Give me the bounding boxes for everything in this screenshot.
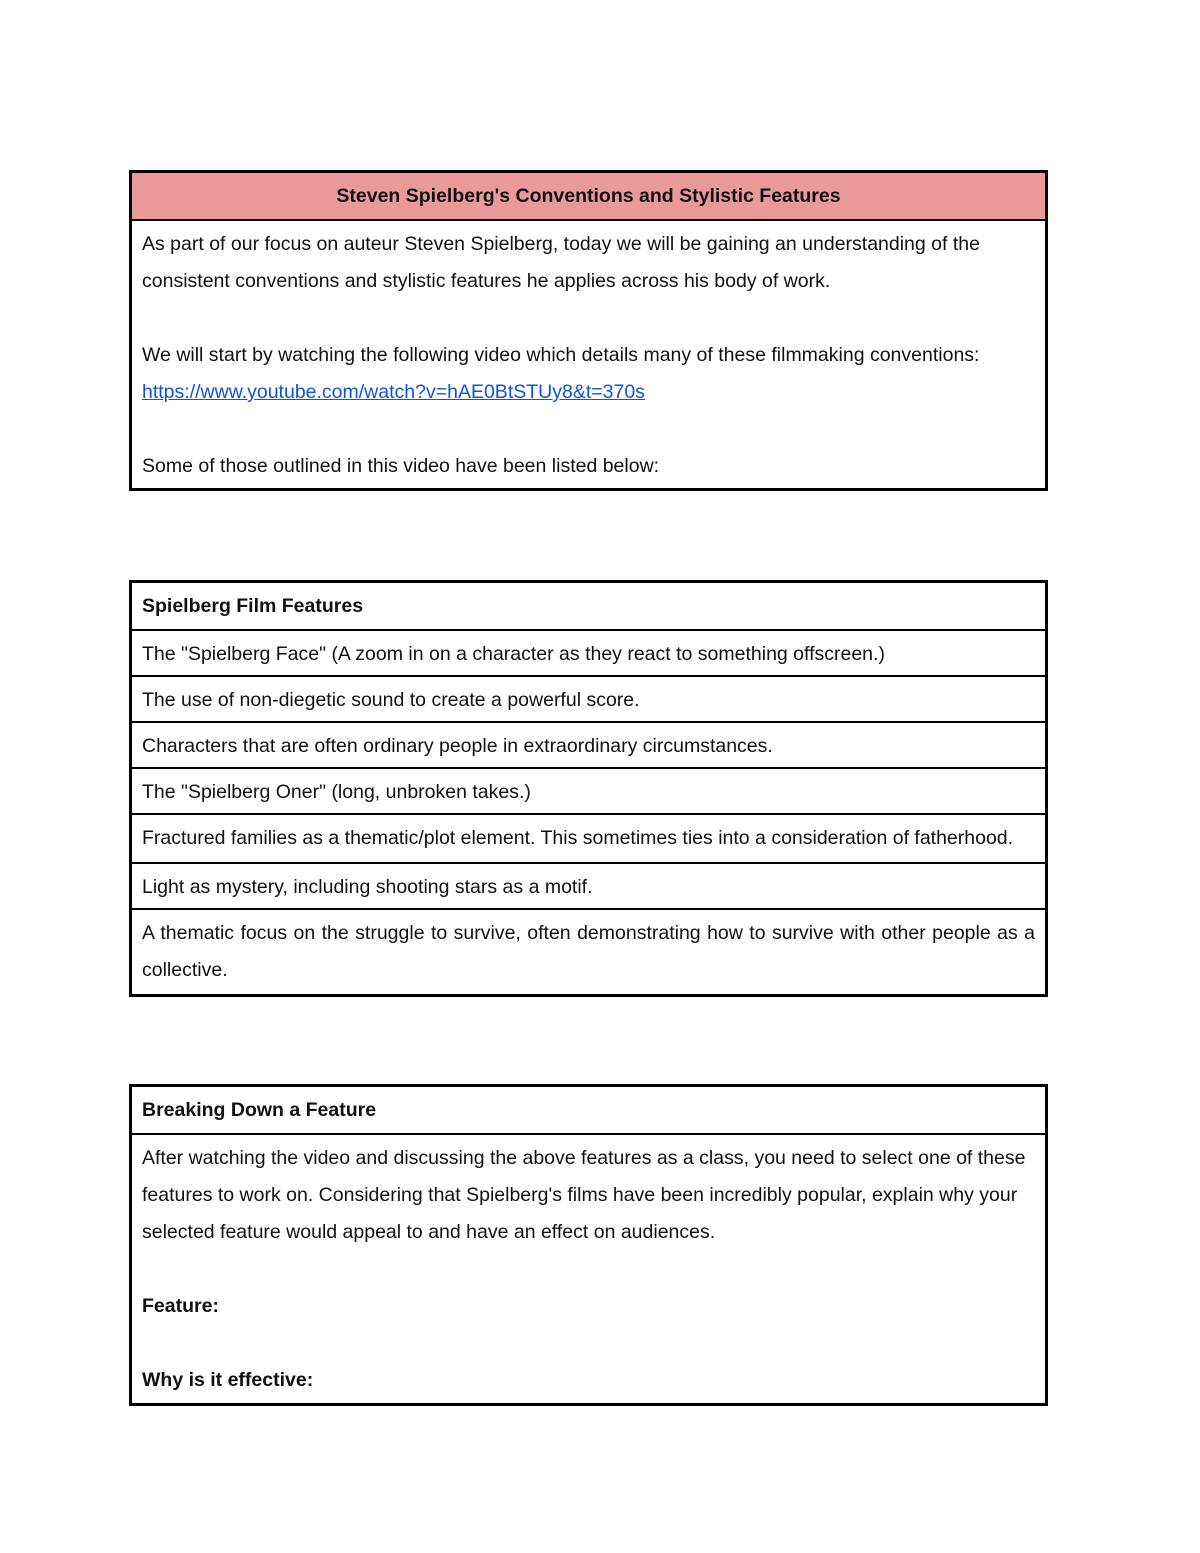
intro-paragraph-3: Some of those outlined in this video have been listed below: bbox=[142, 455, 660, 477]
features-table bbox=[129, 580, 1048, 997]
task-title: Breaking Down a Feature bbox=[142, 1099, 377, 1121]
task-instructions: After watching the video and discussing the above features as a class, you need to select one of these features to work on. Considering that Spielberg's films have been incredibly popular, explain why your selected feature would appeal to and have an effect on audiences. bbox=[142, 1147, 1026, 1243]
intro-title: Steven Spielberg's Conventions and Stylistic Features bbox=[132, 173, 1045, 219]
intro-body bbox=[132, 219, 1045, 488]
intro-paragraph-2: We will start by watching the following video which details many of these filmmaking conventions: bbox=[142, 344, 980, 366]
feature-row: The "Spielberg Face" (A zoom in on a character as they react to something offscreen.) bbox=[132, 629, 1045, 675]
feature-row: Fractured families as a thematic/plot element. This sometimes ties into a consideration of fatherhood. bbox=[132, 813, 1045, 862]
features-title: Spielberg Film Features bbox=[142, 595, 364, 617]
intro-table bbox=[129, 170, 1048, 491]
feature-row: Light as mystery, including shooting stars as a motif. bbox=[132, 862, 1045, 908]
spacer bbox=[142, 1251, 1035, 1288]
feature-label: Feature: bbox=[142, 1295, 219, 1317]
intro-paragraph-1: As part of our focus on auteur Steven Spielberg, today we will be gaining an understanding of the consistent conventions and stylistic features he applies across his body of work. bbox=[142, 233, 980, 292]
task-body bbox=[132, 1133, 1045, 1403]
spacer bbox=[142, 300, 1035, 337]
feature-row: The "Spielberg Oner" (long, unbroken takes.) bbox=[132, 767, 1045, 813]
why-effective-label: Why is it effective: bbox=[142, 1369, 314, 1391]
feature-row: A thematic focus on the struggle to survive, often demonstrating how to survive with other people as a collective. bbox=[132, 908, 1045, 994]
spacer bbox=[142, 1325, 1035, 1362]
task-table bbox=[129, 1084, 1048, 1406]
feature-row: Characters that are often ordinary people in extraordinary circumstances. bbox=[132, 721, 1045, 767]
feature-row: The use of non-diegetic sound to create a powerful score. bbox=[132, 675, 1045, 721]
video-link[interactable]: https://www.youtube.com/watch?v=hAE0BtSTUy8&t=370s bbox=[142, 381, 645, 403]
spacer bbox=[142, 411, 1035, 448]
